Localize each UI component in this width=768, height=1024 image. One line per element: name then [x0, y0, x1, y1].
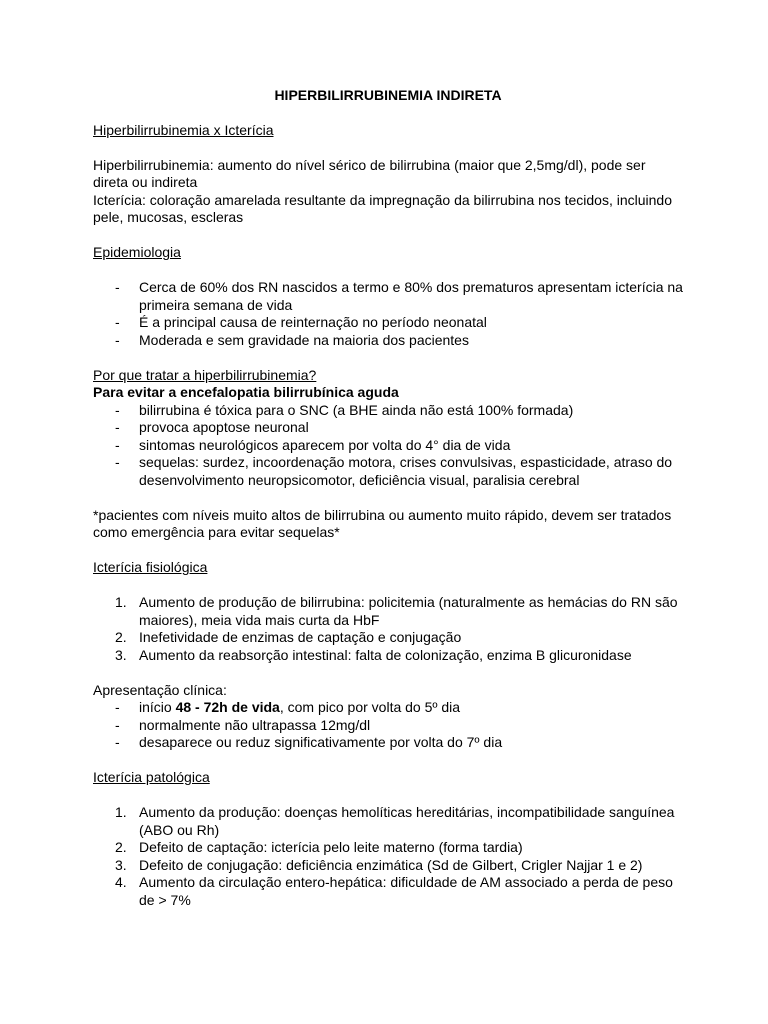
list-item	[93, 437, 683, 455]
dash-marker: -	[115, 699, 120, 715]
list-item-text: provoca apoptose neuronal	[139, 419, 309, 435]
list-item	[93, 874, 683, 909]
dash-marker: -	[115, 419, 120, 435]
list-item-text: sintomas neurológicos aparecem por volta do 4° dia de vida	[139, 436, 511, 453]
list-item	[93, 839, 683, 857]
encefalopatia-list	[93, 402, 683, 490]
section-heading-hiperbilirrubinemia-x-ictericia: Hiperbilirrubinemia x Icterícia	[93, 121, 274, 138]
list-item-text	[139, 699, 460, 715]
section-heading-ictericia-patologica: Icterícia patológica	[93, 769, 210, 785]
epidemiologia-list	[93, 279, 683, 349]
dash-marker: -	[115, 716, 120, 733]
ictericia-fisiologica-list	[93, 594, 683, 664]
list-item	[93, 279, 683, 314]
ictericia-patologica-list	[93, 804, 683, 909]
list-item-text: sequelas: surdez, incoordenação motora, crises convulsivas, espasticidade, atraso do desenvolvimento neuropsicomotor, deficiência visual, paralisia cerebral	[139, 454, 673, 488]
number-marker: 4.	[115, 874, 127, 890]
list-item	[93, 699, 683, 717]
list-item	[93, 629, 683, 647]
list-item	[93, 717, 683, 735]
definition-hiperbilirrubinemia: Hiperbilirrubinemia: aumento do nível sérico de bilirrubina (maior que 2,5mg/dl), pode ser direta ou indireta	[93, 156, 646, 190]
number-marker: 3.	[115, 856, 127, 873]
list-item	[93, 734, 683, 752]
list-item-text: Inefetividade de enzimas de captação e conjugação	[139, 629, 462, 645]
presentation-list	[93, 699, 683, 752]
number-marker: 2.	[115, 839, 127, 855]
list-item	[93, 314, 683, 332]
list-item-text: normalmente não ultrapassa 12mg/dl	[139, 716, 371, 733]
subheading-encefalopatia: Para evitar a encefalopatia bilirrubínica aguda	[93, 384, 399, 400]
dash-marker: -	[115, 331, 120, 348]
number-marker: 3.	[115, 646, 127, 663]
dash-marker: -	[115, 279, 120, 295]
list-item	[93, 402, 683, 420]
list-item-text: Moderada e sem gravidade na maioria dos pacientes	[139, 331, 469, 348]
number-marker: 2.	[115, 629, 127, 645]
presentation-bold-onset: 48 - 72h de vida	[175, 699, 280, 715]
dash-marker: -	[115, 436, 120, 453]
list-item	[93, 594, 683, 629]
list-item-text: Aumento da circulação entero-hepática: dificuldade de AM associado a perda de peso de > 7%	[139, 874, 673, 908]
list-item	[93, 454, 683, 489]
section-heading-epidemiologia: Epidemiologia	[93, 244, 181, 260]
list-item	[93, 647, 683, 665]
list-item	[93, 419, 683, 437]
list-item	[93, 332, 683, 350]
emergency-note: *pacientes com níveis muito altos de bilirrubina ou aumento muito rápido, devem ser tratados como emergência para evitar sequelas*	[93, 506, 672, 540]
list-item-text: Aumento da reabsorção intestinal: falta de colonização, enzima B glicuronidase	[139, 646, 632, 663]
document-title: HIPERBILIRRUBINEMIA INDIRETA	[274, 87, 502, 103]
list-item-text: bilirrubina é tóxica para o SNC (a BHE ainda não está 100% formada)	[139, 401, 574, 418]
dash-marker: -	[115, 734, 120, 750]
number-marker: 1.	[115, 594, 127, 610]
dash-marker: -	[115, 454, 120, 470]
list-item-text: Defeito de captação: icterícia pelo leite materno (forma tardia)	[139, 839, 523, 855]
section-heading-ictericia-fisiologica: Icterícia fisiológica	[93, 559, 208, 575]
list-item-text: Aumento de produção de bilirrubina: policitemia (naturalmente as hemácias do RN são maiores), meia vida mais curta da HbF	[139, 594, 678, 628]
list-item-text: Cerca de 60% dos RN nascidos a termo e 80% dos prematuros apresentam icterícia na primeira semana de vida	[139, 279, 683, 313]
list-item-text: Defeito de conjugação: deficiência enzimática (Sd de Gilbert, Crigler Najjar 1 e 2)	[139, 856, 643, 873]
list-item	[93, 804, 683, 839]
presentation-label: Apresentação clínica:	[93, 681, 227, 698]
list-item-text: Aumento da produção: doenças hemolíticas hereditárias, incompatibilidade sanguínea (ABO ou Rh)	[139, 804, 675, 838]
document-content	[93, 87, 683, 909]
presentation-suffix: , com pico por volta do 5º dia	[279, 699, 461, 715]
list-item	[93, 857, 683, 875]
definition-ictericia: Icterícia: coloração amarelada resultante da impregnação da bilirrubina nos tecidos, incluindo pele, mucosas, escleras	[93, 191, 672, 225]
dash-marker: -	[115, 314, 120, 330]
dash-marker: -	[115, 401, 120, 418]
list-item-text: desaparece ou reduz significativamente por volta do 7º dia	[139, 734, 503, 750]
presentation-prefix: início	[139, 699, 176, 715]
list-item-text: É a principal causa de reinternação no período neonatal	[139, 314, 487, 330]
number-marker: 1.	[115, 804, 127, 820]
section-heading-por-que-tratar: Por que tratar a hiperbilirrubinemia?	[93, 366, 317, 383]
